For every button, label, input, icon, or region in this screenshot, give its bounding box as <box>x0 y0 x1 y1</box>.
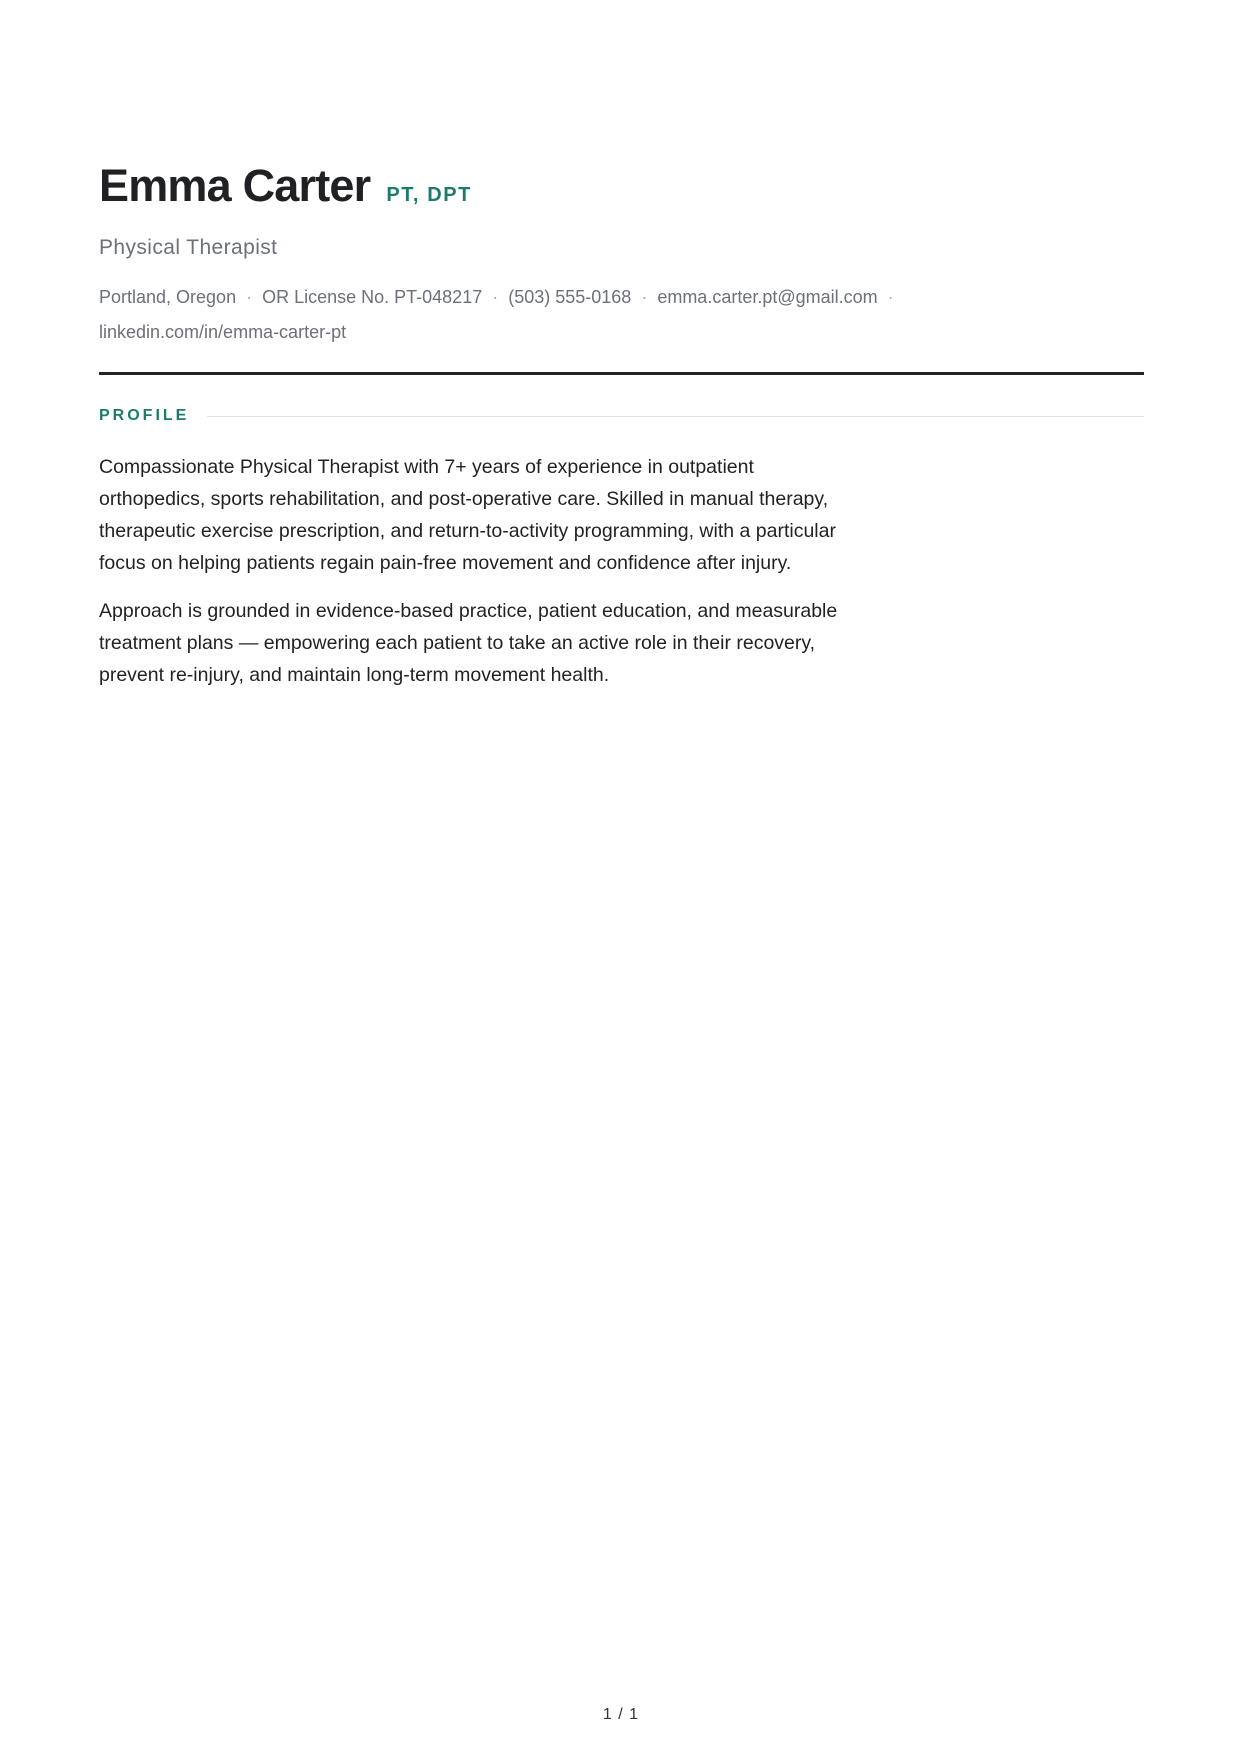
name-row <box>99 160 1143 219</box>
contact-info <box>99 280 1109 350</box>
profile-paragraph: Approach is grounded in evidence-based practice, patient education, and measurable treatment plans — empowering each patient to take an active role in their recovery, prevent re-injury, and maintain long-term movement health. <box>99 600 838 686</box>
candidate-name: Emma Carter <box>99 160 371 211</box>
contact-email[interactable]: emma.carter.pt@gmail.com <box>657 287 878 307</box>
page-number: 1 / 1 <box>602 1706 640 1723</box>
contact-separator: · <box>641 287 648 307</box>
job-title: Physical Therapist <box>99 236 278 259</box>
header-divider <box>99 372 1144 375</box>
contact-separator: · <box>887 287 894 307</box>
contact-license: OR License No. PT-048217 <box>262 287 483 307</box>
candidate-credentials: PT, DPT <box>386 184 472 206</box>
profile-paragraph: Compassionate Physical Therapist with 7+ years of experience in outpatient orthopedics, sports rehabilitation, and post-operative care. Skilled in manual therapy, therapeutic exercise prescription, and return-to-activity programming, with a particular focus on helping patients regain pain-free movement and confidence after injury. <box>99 456 836 574</box>
profile-section <box>99 407 1143 691</box>
profile-heading: PROFILE <box>99 407 190 424</box>
contact-separator: · <box>246 287 253 307</box>
contact-separator: · <box>492 287 499 307</box>
resume-header <box>99 160 1143 350</box>
contact-linkedin[interactable]: linkedin.com/in/emma-carter-pt <box>99 322 347 342</box>
profile-section-header <box>99 407 1144 425</box>
contact-phone[interactable]: (503) 555-0168 <box>508 287 632 307</box>
contact-location: Portland, Oregon <box>99 287 237 307</box>
section-divider <box>207 416 1144 417</box>
profile-summary <box>99 451 859 691</box>
